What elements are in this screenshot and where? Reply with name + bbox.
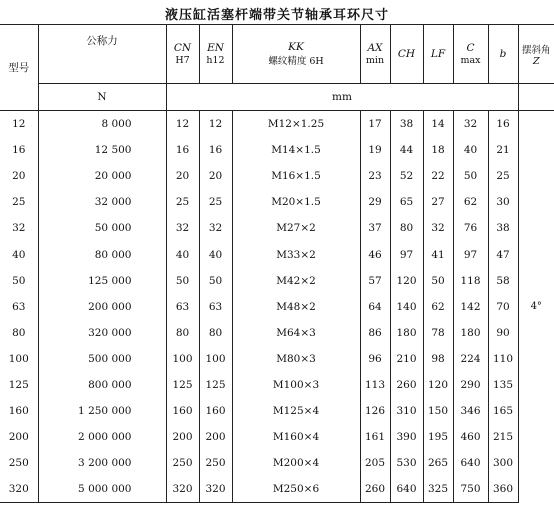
- cell-kk: M80×3: [232, 346, 360, 372]
- cell-kk: M125×4: [232, 398, 360, 424]
- cell-model: 12: [12, 118, 26, 131]
- cell-ax: 260: [360, 476, 390, 503]
- cell-ax: 19: [360, 137, 390, 163]
- cell-ax: 64: [360, 294, 390, 320]
- cell-b: 70: [488, 294, 518, 320]
- cell-c: 32: [453, 111, 488, 138]
- cell-lf: 32: [423, 215, 453, 241]
- table-row: [0, 398, 554, 424]
- cell-cn: 32: [166, 215, 199, 241]
- cell-force: 32 000: [38, 189, 166, 215]
- cell-force: 20 000: [38, 163, 166, 189]
- cell-cn: 50: [166, 268, 199, 294]
- header-force: 公称力: [38, 25, 166, 84]
- cell-c: 346: [453, 398, 488, 424]
- cell-force: 80 000: [38, 241, 166, 267]
- cell-en: 125: [199, 372, 232, 398]
- table-row: [0, 189, 554, 215]
- cell-lf: 195: [423, 424, 453, 450]
- cell-force: 5 000 000: [38, 476, 166, 503]
- cell-en: 40: [199, 241, 232, 267]
- cell-en: 250: [199, 450, 232, 476]
- cell-b: 38: [488, 215, 518, 241]
- cell-cn: 12: [166, 111, 199, 138]
- cell-c: 224: [453, 346, 488, 372]
- cell-ax: 86: [360, 320, 390, 346]
- cell-ch: 38: [390, 111, 423, 138]
- cell-c: 640: [453, 450, 488, 476]
- table-row: [0, 294, 554, 320]
- unit-n: N: [38, 84, 166, 111]
- cell-ax: 23: [360, 163, 390, 189]
- cell-c: 118: [453, 268, 488, 294]
- table-row: [0, 372, 554, 398]
- cell-kk: M20×1.5: [232, 189, 360, 215]
- table-row: [0, 241, 554, 267]
- header-model: 型号: [0, 25, 38, 111]
- table-row: [0, 450, 554, 476]
- cell-ch: 640: [390, 476, 423, 503]
- cell-cn: 200: [166, 424, 199, 450]
- cell-c: 76: [453, 215, 488, 241]
- cell-force: 200 000: [38, 294, 166, 320]
- cell-lf: 265: [423, 450, 453, 476]
- cell-ax: 113: [360, 372, 390, 398]
- cell-c: 50: [453, 163, 488, 189]
- cell-c: 62: [453, 189, 488, 215]
- cell-model: 16: [12, 144, 26, 157]
- cell-en: 50: [199, 268, 232, 294]
- cell-ax: 161: [360, 424, 390, 450]
- cell-lf: 78: [423, 320, 453, 346]
- cell-en: 63: [199, 294, 232, 320]
- cell-c: 40: [453, 137, 488, 163]
- cell-b: 110: [488, 346, 518, 372]
- cell-lf: 18: [423, 137, 453, 163]
- cell-lf: 22: [423, 163, 453, 189]
- cell-cn: 160: [166, 398, 199, 424]
- cell-ax: 17: [360, 111, 390, 138]
- cell-c: 180: [453, 320, 488, 346]
- cell-cn: 20: [166, 163, 199, 189]
- cell-cn: 80: [166, 320, 199, 346]
- cell-ch: 120: [390, 268, 423, 294]
- cell-b: 90: [488, 320, 518, 346]
- table-row: [0, 476, 554, 503]
- cell-model: 40: [12, 248, 26, 261]
- cell-en: 20: [199, 163, 232, 189]
- cell-ch: 44: [390, 137, 423, 163]
- cell-kk: M160×4: [232, 424, 360, 450]
- cell-model: 200: [8, 431, 29, 444]
- table-row: [0, 137, 554, 163]
- cell-b: 165: [488, 398, 518, 424]
- cell-lf: 150: [423, 398, 453, 424]
- cell-model: 250: [8, 457, 29, 470]
- cell-cn: 16: [166, 137, 199, 163]
- cell-en: 16: [199, 137, 232, 163]
- cell-c: 750: [453, 476, 488, 503]
- cell-ch: 310: [390, 398, 423, 424]
- cell-force: 1 250 000: [38, 398, 166, 424]
- cell-ax: 205: [360, 450, 390, 476]
- cell-force: 500 000: [38, 346, 166, 372]
- cell-kk: M33×2: [232, 241, 360, 267]
- cell-en: 25: [199, 189, 232, 215]
- cell-b: 21: [488, 137, 518, 163]
- cell-cn: 320: [166, 476, 199, 503]
- cell-kk: M64×3: [232, 320, 360, 346]
- header-z: 摆斜角 Z: [518, 25, 554, 84]
- cell-ch: 52: [390, 163, 423, 189]
- cell-b: 58: [488, 268, 518, 294]
- cell-kk: M100×3: [232, 372, 360, 398]
- cell-c: 290: [453, 372, 488, 398]
- cell-cn: 250: [166, 450, 199, 476]
- cell-model: 125: [8, 378, 29, 391]
- table-row: [0, 346, 554, 372]
- cell-en: 160: [199, 398, 232, 424]
- unit-row: [0, 84, 554, 111]
- cell-ch: 180: [390, 320, 423, 346]
- cell-lf: 41: [423, 241, 453, 267]
- cell-model: 20: [12, 170, 26, 183]
- cell-en: 200: [199, 424, 232, 450]
- header-cn: CN H7: [166, 25, 199, 84]
- cell-b: 16: [488, 111, 518, 138]
- cell-cn: 25: [166, 189, 199, 215]
- cell-lf: 27: [423, 189, 453, 215]
- cell-lf: 50: [423, 268, 453, 294]
- cell-kk: M16×1.5: [232, 163, 360, 189]
- table-row: [0, 320, 554, 346]
- cell-ch: 210: [390, 346, 423, 372]
- cell-c: 142: [453, 294, 488, 320]
- table-row: [0, 268, 554, 294]
- table-row: [0, 424, 554, 450]
- cell-cn: 63: [166, 294, 199, 320]
- cell-lf: 120: [423, 372, 453, 398]
- cell-b: 47: [488, 241, 518, 267]
- cell-model: 160: [8, 405, 29, 418]
- cell-ch: 65: [390, 189, 423, 215]
- cell-ch: 260: [390, 372, 423, 398]
- cell-en: 80: [199, 320, 232, 346]
- cell-en: 320: [199, 476, 232, 503]
- cell-b: 215: [488, 424, 518, 450]
- cell-model: 32: [12, 222, 26, 235]
- cell-b: 25: [488, 163, 518, 189]
- cell-lf: 98: [423, 346, 453, 372]
- cell-force: 12 500: [38, 137, 166, 163]
- cell-lf: 14: [423, 111, 453, 138]
- table-row: [0, 215, 554, 241]
- cell-kk: M200×4: [232, 450, 360, 476]
- cell-lf: 62: [423, 294, 453, 320]
- cell-ax: 126: [360, 398, 390, 424]
- cell-ch: 97: [390, 241, 423, 267]
- header-b: b: [488, 25, 518, 84]
- cell-kk: M42×2: [232, 268, 360, 294]
- cell-force: 3 200 000: [38, 450, 166, 476]
- table-title: 液压缸活塞杆端带关节轴承耳环尺寸: [164, 8, 389, 23]
- unit-z-blank: [518, 84, 554, 111]
- cell-force: 125 000: [38, 268, 166, 294]
- cell-kk: M27×2: [232, 215, 360, 241]
- unit-mm: mm: [166, 84, 518, 111]
- cell-en: 12: [199, 111, 232, 138]
- cell-kk: M12×1.25: [232, 111, 360, 138]
- cell-c: 97: [453, 241, 488, 267]
- cell-b: 300: [488, 450, 518, 476]
- cell-ch: 390: [390, 424, 423, 450]
- cell-c: 460: [453, 424, 488, 450]
- cell-force: 50 000: [38, 215, 166, 241]
- cell-model: 25: [12, 196, 26, 209]
- cell-z: 4°: [518, 111, 554, 503]
- cell-ch: 530: [390, 450, 423, 476]
- cell-force: 800 000: [38, 372, 166, 398]
- cell-b: 135: [488, 372, 518, 398]
- header-ch: CH: [390, 25, 423, 84]
- cell-ch: 80: [390, 215, 423, 241]
- cell-b: 30: [488, 189, 518, 215]
- header-ax: AX min: [360, 25, 390, 84]
- cell-ax: 37: [360, 215, 390, 241]
- cell-cn: 125: [166, 372, 199, 398]
- cell-force: 320 000: [38, 320, 166, 346]
- cell-model: 100: [8, 352, 29, 365]
- table-row: [0, 111, 554, 138]
- table-body: [0, 111, 554, 503]
- cell-ax: 46: [360, 241, 390, 267]
- cell-model: 50: [12, 274, 26, 287]
- cell-kk: M14×1.5: [232, 137, 360, 163]
- cell-kk: M250×6: [232, 476, 360, 503]
- cell-model: 320: [0, 476, 38, 503]
- cell-ax: 57: [360, 268, 390, 294]
- cell-en: 100: [199, 346, 232, 372]
- cell-force: 8 000: [38, 111, 166, 138]
- cell-ax: 29: [360, 189, 390, 215]
- cell-ax: 96: [360, 346, 390, 372]
- cell-en: 32: [199, 215, 232, 241]
- header-lf: LF: [423, 25, 453, 84]
- cell-cn: 100: [166, 346, 199, 372]
- cell-cn: 40: [166, 241, 199, 267]
- cell-force: 2 000 000: [38, 424, 166, 450]
- header-c: C max: [453, 25, 488, 84]
- dimension-table: [0, 24, 554, 503]
- cell-b: 360: [488, 476, 518, 503]
- cell-kk: M48×2: [232, 294, 360, 320]
- header-row: [0, 25, 554, 84]
- cell-ch: 140: [390, 294, 423, 320]
- cell-model: 63: [12, 300, 26, 313]
- cell-lf: 325: [423, 476, 453, 503]
- cell-model: 80: [12, 326, 26, 339]
- header-en: EN h12: [199, 25, 232, 84]
- table-row: [0, 163, 554, 189]
- header-kk: KK 螺纹精度 6H: [232, 25, 360, 84]
